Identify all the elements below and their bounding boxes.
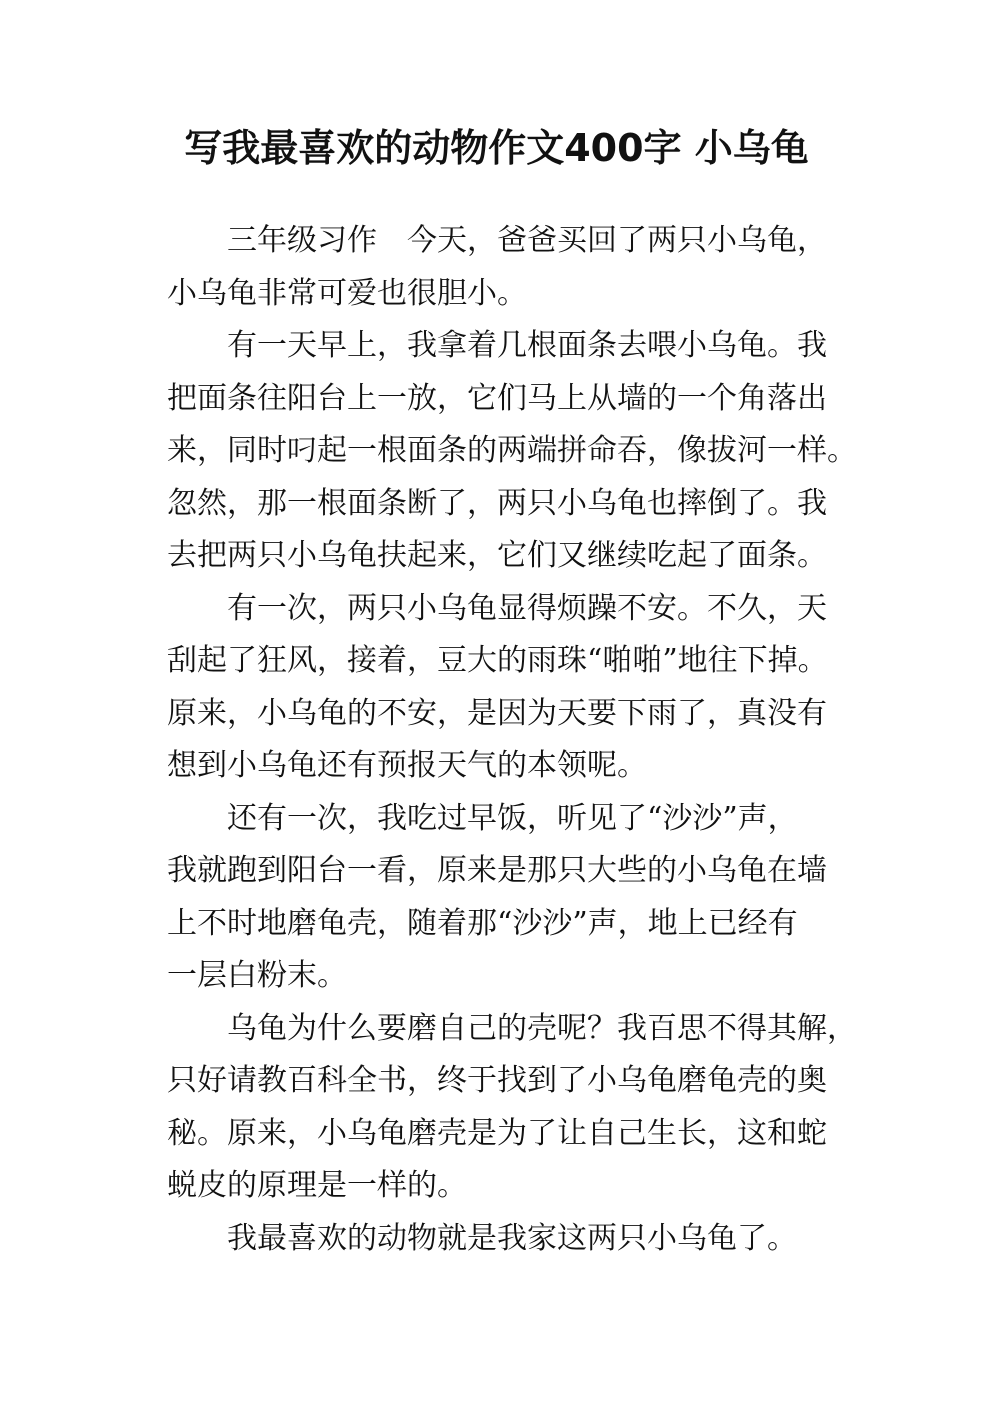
paragraph-line: 有一次，两只小乌龟显得烦躁不安。不久，天 — [227, 590, 827, 626]
paragraph-line: 我最喜欢的动物就是我家这两只小乌龟了。 — [227, 1220, 797, 1256]
paragraph-line: 只好请教百科全书，终于找到了小乌龟磨龟壳的奥 — [167, 1063, 827, 1098]
paragraph-line: 还有一次，我吃过早饭，听见了“沙沙”声， — [227, 800, 798, 836]
paragraph-line: 原来，小乌龟的不安，是因为天要下雨了，真没有 — [167, 695, 827, 731]
paragraph-2 — [167, 320, 857, 583]
paragraph-line: 忽然，那一根面条断了，两只小乌龟也摔倒了。我 — [167, 485, 827, 521]
page-title: 写我最喜欢的动物作文400字 小乌龟 — [184, 126, 809, 170]
paragraph-line: 把面条往阳台上一放，它们马上从墙的一个角落出 — [167, 380, 827, 416]
paragraph-4 — [167, 793, 842, 1003]
paragraph-5 — [167, 1003, 857, 1213]
paragraph-line: 蜕皮的原理是一样的。 — [167, 1168, 467, 1203]
paragraph-1 — [167, 215, 842, 320]
paragraph-line: 我就跑到阳台一看，原来是那只大些的小乌龟在墙 — [167, 853, 827, 888]
paragraph-line: 一层白粉末。 — [167, 958, 347, 993]
paragraph-line: 乌龟为什么要磨自己的壳呢？我百思不得其解， — [227, 1010, 857, 1046]
paragraph-line: 小乌龟非常可爱也很胆小。 — [167, 275, 527, 311]
paragraph-3 — [167, 583, 842, 793]
paragraph-line: 来，同时叼起一根面条的两端拼命吞，像拔河一样。 — [167, 433, 857, 468]
paragraph-line: 三年级习作 今天，爸爸买回了两只小乌龟， — [227, 223, 827, 258]
paragraph-line: 上不时地磨龟壳，随着那“沙沙”声，地上已经有 — [167, 905, 798, 941]
essay-body — [167, 215, 857, 1265]
paragraph-line: 有一天早上，我拿着几根面条去喂小乌龟。我 — [227, 328, 827, 363]
paragraph-line: 秘。原来，小乌龟磨壳是为了让自己生长，这和蛇 — [167, 1115, 827, 1151]
paragraph-6 — [167, 1213, 842, 1266]
paragraph-line: 刮起了狂风，接着，豆大的雨珠“啪啪”地往下掉。 — [167, 643, 828, 678]
paragraph-line: 去把两只小乌龟扶起来，它们又继续吃起了面条。 — [167, 538, 827, 573]
paragraph-line: 想到小乌龟还有预报天气的本领呢。 — [167, 748, 647, 783]
